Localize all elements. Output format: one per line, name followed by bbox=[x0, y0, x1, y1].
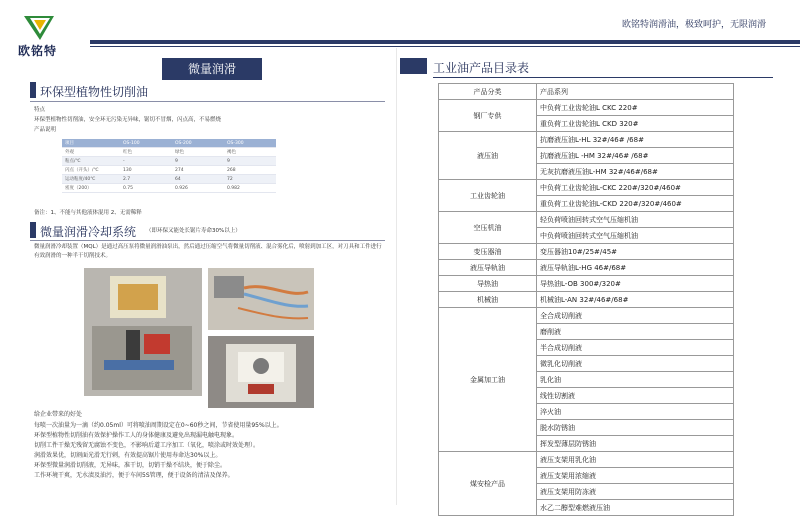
category-cell: 煤安检产品 bbox=[439, 452, 537, 516]
spec-cell: - bbox=[120, 157, 172, 166]
catalog-header-series: 产品系列 bbox=[537, 84, 734, 100]
series-cell: 重负荷工业齿轮油L CKD 320# bbox=[537, 116, 734, 132]
benefits-label: 给企业带来的好处 bbox=[34, 411, 83, 418]
spec-cell: 2.7 bbox=[120, 175, 172, 184]
spec-cell: 0.75 bbox=[120, 184, 172, 193]
header-rule bbox=[90, 40, 800, 44]
series-cell: 全合成切削液 bbox=[537, 308, 734, 324]
spec-cell: 0.926 bbox=[172, 184, 224, 193]
mql-device-photo bbox=[84, 268, 202, 396]
benefit-item: 润滑效果优，切割面光滑无行刺，有效提高锯片使用寿命达30%以上。 bbox=[34, 452, 222, 459]
table-row bbox=[439, 276, 734, 292]
table-row bbox=[439, 260, 734, 276]
mql-tank-photo bbox=[208, 336, 314, 408]
spec-header-cell: OS-100 bbox=[120, 139, 172, 148]
spec-cell: 9 bbox=[172, 157, 224, 166]
spec-row bbox=[62, 157, 276, 166]
catalog-header-row bbox=[439, 84, 734, 100]
section-marker bbox=[30, 82, 36, 98]
benefits-list bbox=[34, 421, 384, 481]
series-cell: 脱水防锈油 bbox=[537, 420, 734, 436]
series-cell: 中负荷工业齿轮油L CKC 220# bbox=[537, 100, 734, 116]
series-cell: 机械油L-AN 32#/46#/68# bbox=[537, 292, 734, 308]
series-cell: 液压支架用乳化油 bbox=[537, 452, 734, 468]
table-row bbox=[439, 180, 734, 196]
benefit-item: 每喷一次油量为一滴（约0.05ml）可将喷油周期设定在0~60秒之间，节省使用量95%以上。 bbox=[34, 422, 283, 429]
series-cell: 变压器油10#/25#/45# bbox=[537, 244, 734, 260]
logo-emblem-icon bbox=[10, 12, 70, 44]
spec-cell: 褐色 bbox=[224, 148, 276, 157]
spec-row bbox=[62, 184, 276, 193]
header-tagline: 欧铭特润滑油，极致呵护，无限润滑 bbox=[621, 20, 766, 30]
spec-cell: 密度（200） bbox=[62, 184, 120, 193]
table-row bbox=[439, 292, 734, 308]
series-cell: 液压支架用防冻液 bbox=[537, 484, 734, 500]
series-cell: 线性切割液 bbox=[537, 388, 734, 404]
logo-text: 欧铭特 bbox=[18, 44, 58, 58]
table-row bbox=[439, 308, 734, 324]
spec-row bbox=[62, 166, 276, 175]
spec-table bbox=[62, 139, 276, 193]
section-title-cutting-oil: 环保型植物性切削油 bbox=[40, 85, 149, 99]
series-cell: 微乳化切削液 bbox=[537, 356, 734, 372]
mql-intro: 微量润滑冷却装置（MQL）是通过高压泵将微量润滑油泵出，然后通过压缩空气将微量切削液、混合雾化后，喷射到加工区，对刀具和工件进行有效润滑的一种半干切削技术。 bbox=[34, 244, 382, 259]
page-gutter bbox=[396, 48, 397, 505]
series-cell: 抗磨液压油L-HL 32#/46# /68# bbox=[537, 132, 734, 148]
series-cell: 水乙二醇型难燃液压油 bbox=[537, 500, 734, 516]
spec-cell: 粘点/℃ bbox=[62, 157, 120, 166]
catalog-title: 工业油产品目录表 bbox=[433, 61, 530, 75]
spec-table-wrap bbox=[62, 139, 276, 193]
spec-row bbox=[62, 175, 276, 184]
spec-header-cell: 项目 bbox=[62, 139, 120, 148]
catalog-header-category: 产品分类 bbox=[439, 84, 537, 100]
features-text: 环保型植物性切削油，安全环无污染无异味，锯切不冒烟，闪点高，不易燃烧 bbox=[34, 117, 222, 123]
spec-note: 备注：1、不能与其他液体混用 2、无需稀释 bbox=[34, 210, 142, 216]
table-row bbox=[439, 100, 734, 116]
series-cell: 导热油L-OB 300#/320# bbox=[537, 276, 734, 292]
section-marker bbox=[30, 222, 36, 238]
mql-nozzle-photo bbox=[208, 268, 314, 330]
category-cell: 金属加工油 bbox=[439, 308, 537, 452]
header-rule-thin bbox=[90, 46, 800, 47]
table-row bbox=[439, 132, 734, 148]
category-cell: 变压器油 bbox=[439, 244, 537, 260]
spec-row bbox=[62, 148, 276, 157]
table-row bbox=[439, 452, 734, 468]
spec-cell: 外观 bbox=[62, 148, 120, 157]
series-cell: 轻负荷喷油回转式空气压缩机油 bbox=[537, 212, 734, 228]
series-cell: 淬火油 bbox=[537, 404, 734, 420]
spec-cell: 72 bbox=[224, 175, 276, 184]
table-row bbox=[439, 244, 734, 260]
benefit-item: 环保型植物性切削油有效保护操作工人的身体健康及避免出现漏电触电现象。 bbox=[34, 432, 239, 439]
catalog-table bbox=[438, 83, 734, 516]
spec-cell: 0.982 bbox=[224, 184, 276, 193]
category-cell: 液压导轨油 bbox=[439, 260, 537, 276]
series-cell: 中负荷喷油回转式空气压缩机油 bbox=[537, 228, 734, 244]
category-cell: 空压机油 bbox=[439, 212, 537, 244]
category-cell: 钢厂专供 bbox=[439, 100, 537, 132]
section-rule bbox=[30, 101, 385, 102]
spec-cell: 9 bbox=[224, 157, 276, 166]
benefit-item: 环保型微量润滑切削液，无异味，准干切，切销干燥不结块，便于除尘。 bbox=[34, 462, 227, 469]
spec-cell: 绿色 bbox=[172, 148, 224, 157]
left-banner: 微量润滑 bbox=[162, 58, 262, 80]
table-row bbox=[439, 212, 734, 228]
series-cell: 挥发型薄层防锈油 bbox=[537, 436, 734, 452]
product-label: 产品说明 bbox=[34, 127, 57, 133]
spec-cell: 274 bbox=[172, 166, 224, 175]
category-cell: 导热油 bbox=[439, 276, 537, 292]
section-rule bbox=[30, 240, 385, 241]
series-cell: 半合成切削液 bbox=[537, 340, 734, 356]
series-cell: 磨削液 bbox=[537, 324, 734, 340]
category-cell: 工业齿轮油 bbox=[439, 180, 537, 212]
series-cell: 液压导轨油L-HG 46#/68# bbox=[537, 260, 734, 276]
benefit-item: 工作环境干爽，无水渍及油污，便于车间5S管理，便于设备的清洁及保养。 bbox=[34, 472, 234, 479]
catalog-title-marker bbox=[400, 58, 427, 74]
spec-header-cell: OS-300 bbox=[224, 139, 276, 148]
spec-header-cell: OS-200 bbox=[172, 139, 224, 148]
spec-table-header bbox=[62, 139, 276, 148]
series-cell: 液压支架用浓缩液 bbox=[537, 468, 734, 484]
category-cell: 机械油 bbox=[439, 292, 537, 308]
category-cell: 液压油 bbox=[439, 132, 537, 180]
spec-cell: 红色 bbox=[120, 148, 172, 157]
series-cell: 抗磨液压油L -HM 32#/46# /68# bbox=[537, 148, 734, 164]
section-title-mql: 微量润滑冷却系统 bbox=[40, 225, 137, 239]
series-cell: 重负荷工业齿轮油L-CKD 220#/320#/460# bbox=[537, 196, 734, 212]
benefit-item: 切削工件干燥无残留无腐蚀不变色，不影响后道工序加工（氧化，喷涂或时效处理）。 bbox=[34, 442, 260, 449]
spec-cell: 64 bbox=[172, 175, 224, 184]
catalog-title-rule bbox=[433, 77, 773, 78]
spec-cell: 运动粘度/40℃ bbox=[62, 175, 120, 184]
spec-cell: 130 bbox=[120, 166, 172, 175]
spec-cell: 268 bbox=[224, 166, 276, 175]
series-cell: 无灰抗磨液压油L-HM 32#/46#/68# bbox=[537, 164, 734, 180]
spec-cell: 闪点（开头）/℃ bbox=[62, 166, 120, 175]
series-cell: 中负荷工业齿轮油L-CKC 220#/320#/460# bbox=[537, 180, 734, 196]
series-cell: 乳化油 bbox=[537, 372, 734, 388]
section-subtitle-mql: （即环保又能处长锯片寿命30%以上） bbox=[146, 228, 241, 234]
features-label: 特点 bbox=[34, 107, 46, 113]
